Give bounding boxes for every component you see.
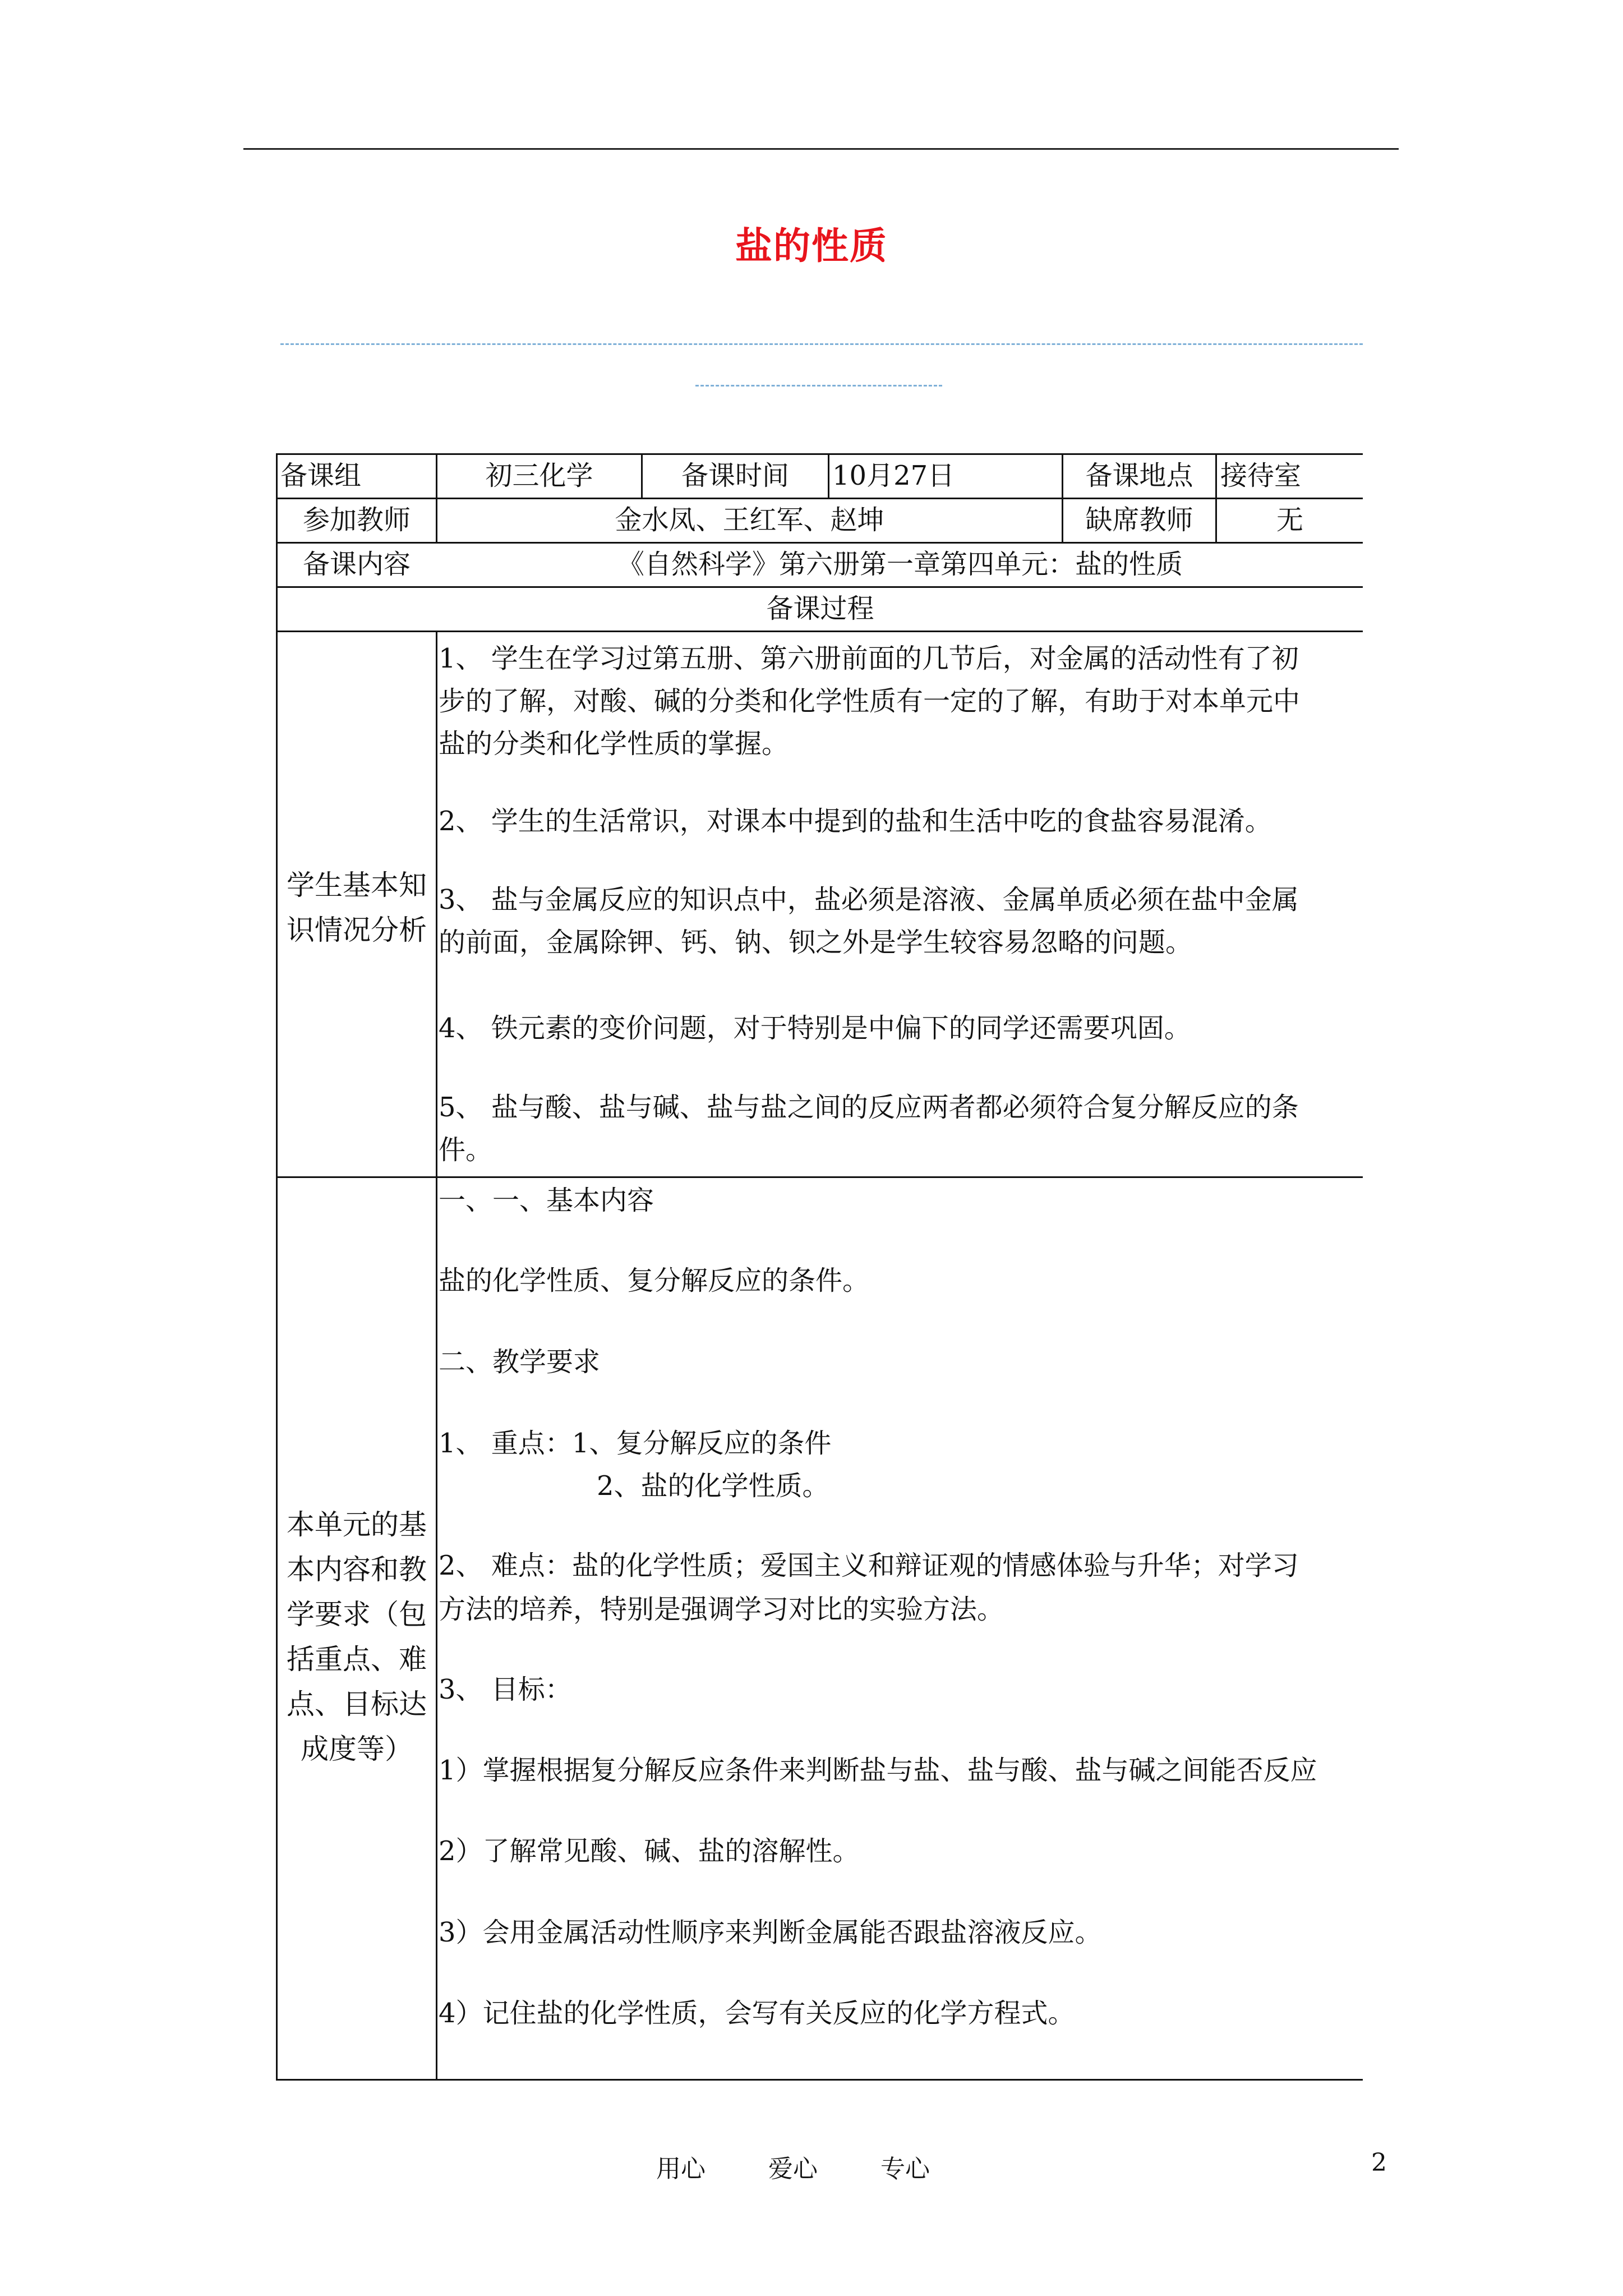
analysis-item-3 xyxy=(439,878,1358,964)
content-label: 备课内容 xyxy=(302,549,411,580)
table-rule xyxy=(828,453,829,498)
text-line: 4、 铁元素的变价问题，对于特别是中偏下的同学还需要巩固。 xyxy=(439,1013,1191,1044)
absent-value: 无 xyxy=(1276,504,1303,536)
unit-line: 2、盐的化学性质。 xyxy=(597,1470,829,1502)
analysis-item-2 xyxy=(439,800,1358,843)
text-line: 件。 xyxy=(439,1134,493,1166)
analysis-label xyxy=(278,863,436,953)
text-line: 5、 盐与酸、盐与碱、盐与盐之间的反应两者都必须符合复分解反应的条 xyxy=(439,1092,1299,1123)
process-header: 备课过程 xyxy=(766,593,874,624)
table-rule xyxy=(276,453,1363,455)
page-number: 2 xyxy=(1371,2148,1387,2177)
table-rule xyxy=(276,498,1363,499)
group-value: 初三化学 xyxy=(485,460,593,491)
label-line: 学生基本知 xyxy=(287,869,427,901)
teachers-label: 参加教师 xyxy=(302,504,411,536)
unit-line: 方法的培养，特别是强调学习对比的实验方法。 xyxy=(439,1594,1004,1625)
label-line: 学要求（包 xyxy=(287,1598,427,1631)
unit-line: 1）掌握根据复分解反应条件来判断盐与盐、盐与酸、盐与碱之间能否反应 xyxy=(439,1755,1317,1786)
unit-line: 一、一、基本内容 xyxy=(439,1185,654,1216)
unit-line: 二、教学要求 xyxy=(439,1346,601,1378)
unit-line: 2）了解常见酸、碱、盐的溶解性。 xyxy=(439,1835,860,1867)
content-value: 《自然科学》第六册第一章第四单元：盐的性质 xyxy=(617,549,1183,580)
label-line: 成度等） xyxy=(301,1733,413,1765)
table-rule xyxy=(276,453,278,2081)
table-rule xyxy=(276,1176,1363,1178)
time-value: 10月27日 xyxy=(832,460,955,491)
table-rule xyxy=(276,586,1363,588)
teachers-value: 金水凤、王红军、赵坤 xyxy=(615,504,884,536)
label-line: 本内容和教 xyxy=(287,1553,427,1586)
group-label: 备课组 xyxy=(280,460,362,491)
analysis-item-4 xyxy=(439,1007,1358,1050)
footer-word: 用心 xyxy=(656,2155,706,2183)
label-line: 识情况分析 xyxy=(287,914,427,946)
label-line: 点、目标达 xyxy=(287,1688,427,1720)
unit-line: 盐的化学性质、复分解反应的条件。 xyxy=(439,1265,870,1296)
unit-line: 3、 目标： xyxy=(439,1674,572,1705)
unit-line: 2、 难点：盐的化学性质；爱国主义和辩证观的情感体验与升华；对学习 xyxy=(439,1550,1299,1581)
text-line: 3、 盐与金属反应的知识点中，盐必须是溶液、金属单质必须在盐中金属 xyxy=(439,884,1299,915)
unit-label xyxy=(278,1502,436,1772)
text-line: 2、 学生的生活常识，对课本中提到的盐和生活中吃的食盐容易混淆。 xyxy=(439,806,1272,837)
time-label: 备课时间 xyxy=(681,460,789,491)
absent-label: 缺席教师 xyxy=(1085,504,1193,536)
text-line: 步的了解，对酸、碱的分类和化学性质有一定的了解，有助于对本单元中 xyxy=(439,685,1301,717)
text-line: 1、 学生在学习过第五册、第六册前面的几节后，对金属的活动性有了初 xyxy=(439,643,1299,674)
document-title: 盐的性质 xyxy=(735,224,888,268)
text-line: 的前面，金属除钾、钙、钠、钡之外是学生较容易忽略的问题。 xyxy=(439,927,1193,958)
label-line: 本单元的基 xyxy=(287,1508,427,1541)
label-line: 括重点、难 xyxy=(287,1643,427,1676)
table-rule xyxy=(276,631,1363,632)
analysis-item-5 xyxy=(439,1086,1358,1171)
analysis-item-1 xyxy=(439,637,1358,765)
footer-word: 专心 xyxy=(880,2155,930,2183)
place-value: 接待室 xyxy=(1220,460,1302,491)
text-line: 盐的分类和化学性质的掌握。 xyxy=(439,728,789,760)
unit-line: 1、 重点：1、复分解反应的条件 xyxy=(439,1428,832,1459)
table-rule xyxy=(276,2079,1363,2081)
unit-line: 4）记住盐的化学性质，会写有关反应的化学方程式。 xyxy=(439,1998,1075,2029)
unit-line: 3）会用金属活动性顺序来判断金属能否跟盐溶液反应。 xyxy=(439,1917,1102,1948)
footer-word: 爱心 xyxy=(768,2155,818,2183)
table-rule xyxy=(436,631,437,2081)
place-label: 备课地点 xyxy=(1085,460,1193,491)
table-rule xyxy=(276,542,1363,544)
